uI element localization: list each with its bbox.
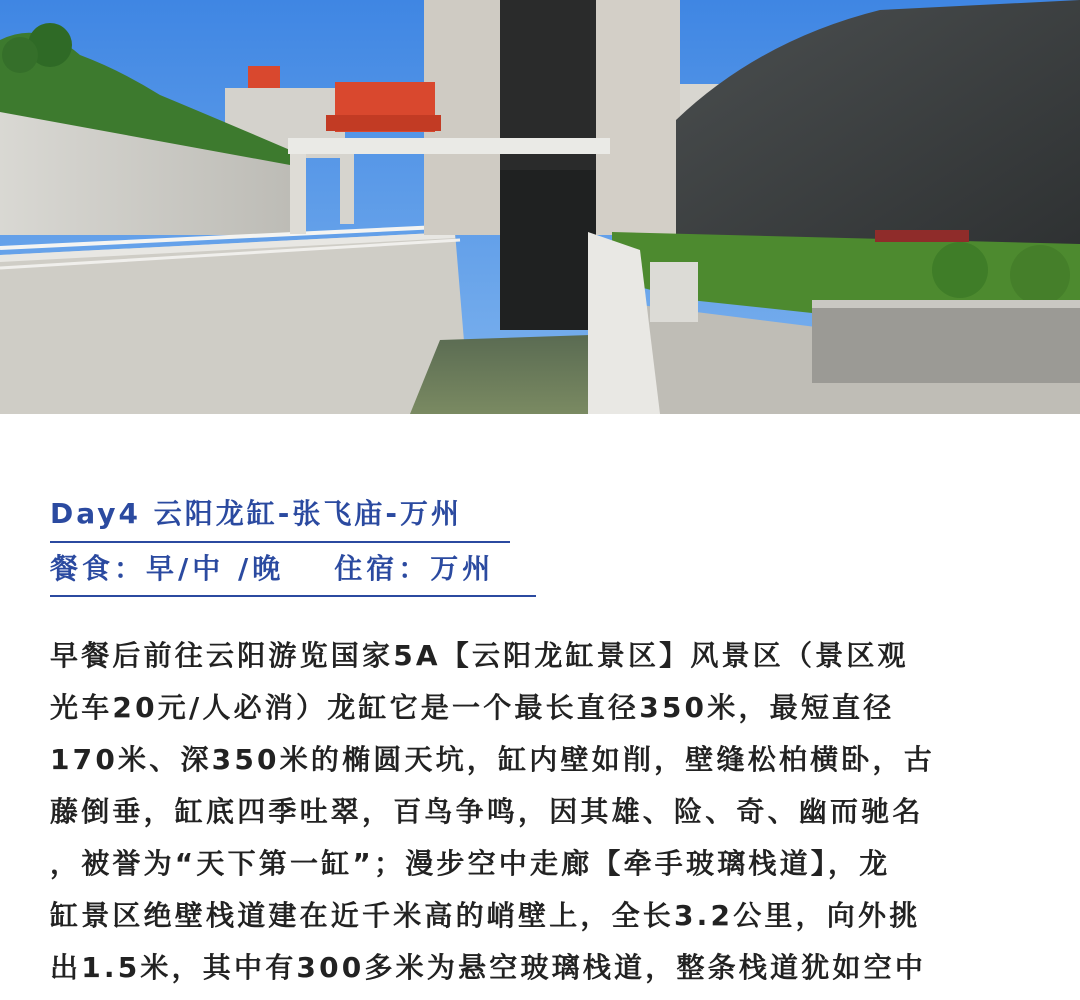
title-underline (50, 541, 510, 543)
meals-value: 早/中 /晚 (146, 552, 285, 585)
description-line: 光车20元/人必消）龙缸它是一个最长直径350米，最短直径 (50, 691, 895, 724)
meals-label: 餐食： (50, 552, 147, 585)
lodging-label: 住宿： (334, 552, 431, 585)
description-line: 藤倒垂，缸底四季吐翠，百鸟争鸣，因其雄、险、奇、幽而驰名 (50, 795, 924, 828)
description-line: 170米、深350米的椭圆天坑，缸内壁如削，壁缝松柏横卧，古 (50, 743, 935, 776)
meals-lodging-line (50, 549, 494, 589)
day-title: Day4 云阳龙缸-张飞庙-万州 (50, 497, 463, 530)
description-line: 出1.5米，其中有300多米为悬空玻璃栈道，整条栈道犹如空中 (50, 951, 927, 984)
description-line: 缸景区绝壁栈道建在近千米高的峭壁上，全长3.2公里，向外挑 (50, 899, 921, 932)
description-line: ，被誉为“天下第一缸”；漫步空中走廊【牵手玻璃栈道】，龙 (50, 847, 891, 880)
description-line: 早餐后前往云阳游览国家5A【云阳龙缸景区】风景区（景区观 (50, 639, 909, 672)
day-description (50, 633, 1050, 997)
ship-lift-photo (0, 0, 1080, 414)
meals-underline (50, 595, 536, 597)
lodging-value: 万州 (430, 552, 495, 585)
